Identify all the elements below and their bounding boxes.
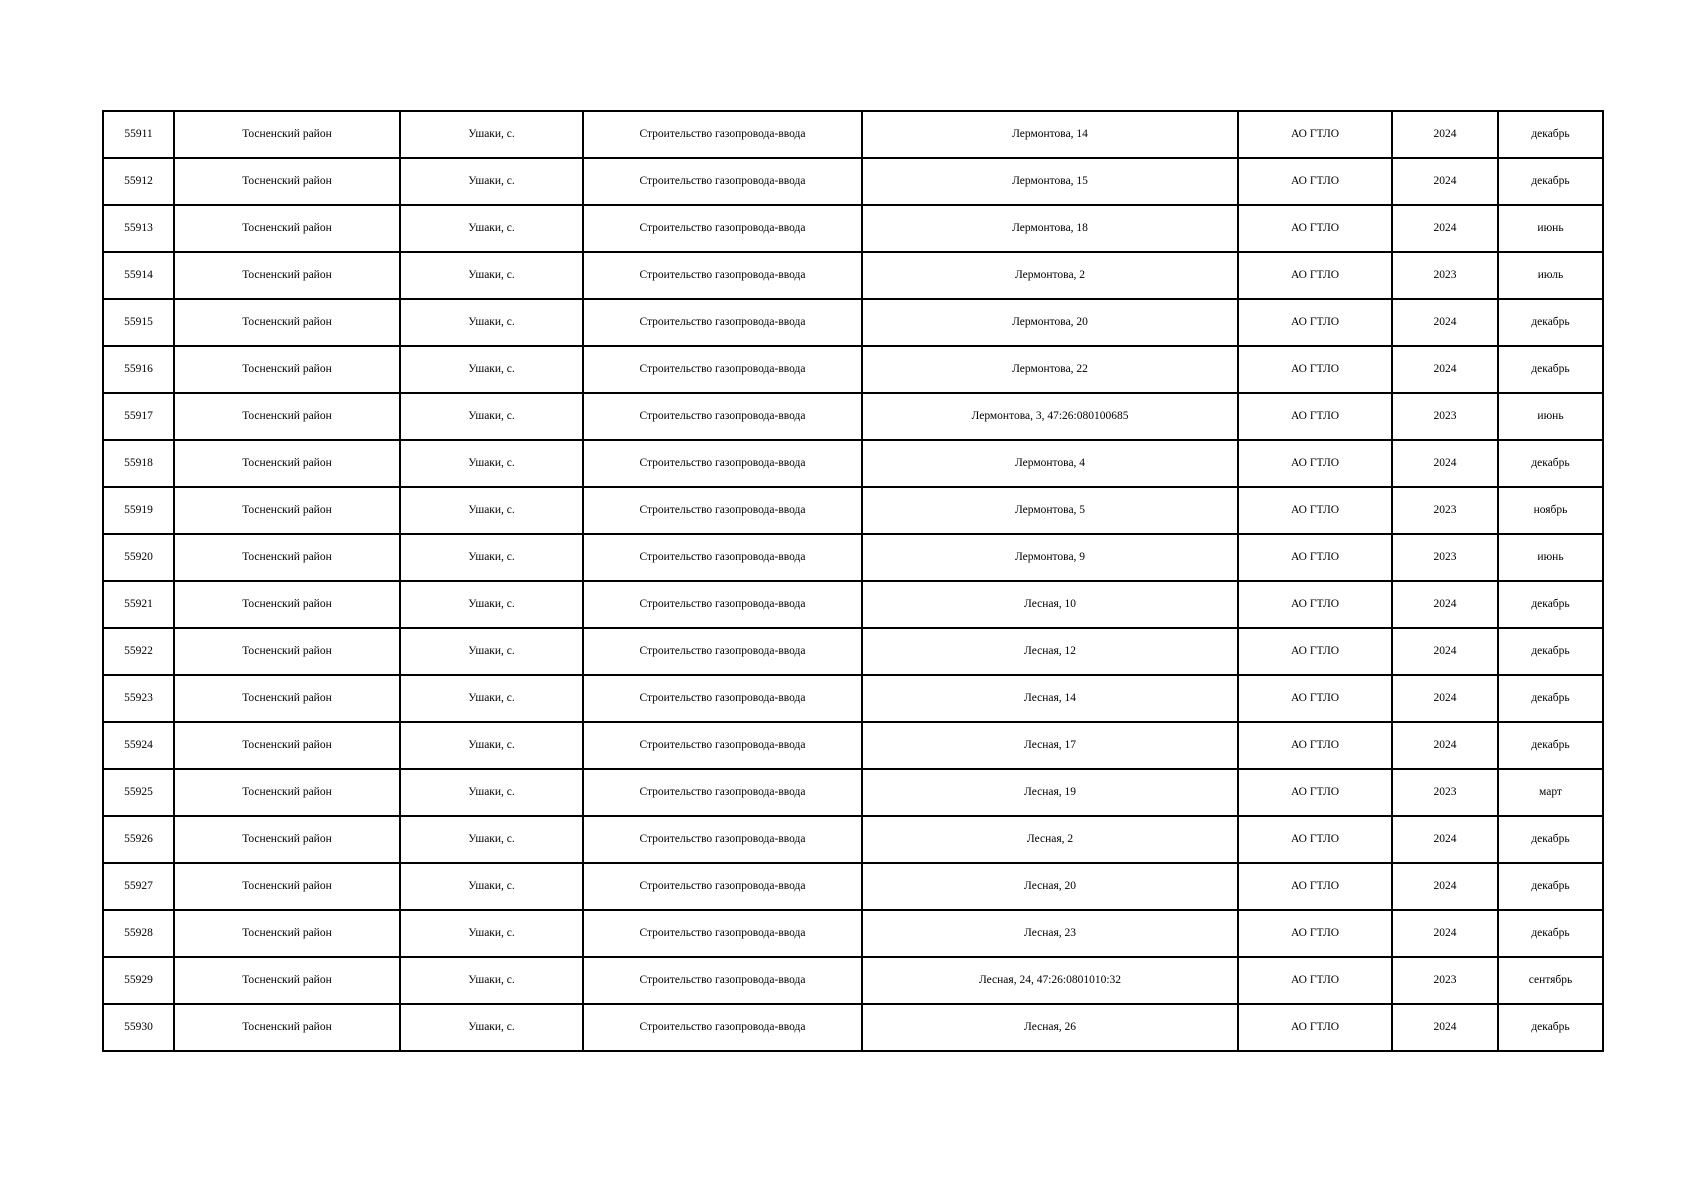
cell-year: 2024 bbox=[1392, 299, 1498, 346]
cell-org: АО ГТЛО bbox=[1238, 299, 1392, 346]
cell-address: Лермонтова, 5 bbox=[862, 487, 1238, 534]
cell-month: декабрь bbox=[1498, 346, 1603, 393]
cell-org: АО ГТЛО bbox=[1238, 863, 1392, 910]
cell-year: 2024 bbox=[1392, 158, 1498, 205]
cell-locality: Ушаки, с. bbox=[400, 863, 583, 910]
cell-address: Лермонтова, 4 bbox=[862, 440, 1238, 487]
cell-work: Строительство газопровода-ввода bbox=[583, 863, 862, 910]
cell-work: Строительство газопровода-ввода bbox=[583, 769, 862, 816]
cell-month: декабрь bbox=[1498, 863, 1603, 910]
cell-address: Лесная, 19 bbox=[862, 769, 1238, 816]
cell-id: 55924 bbox=[103, 722, 174, 769]
cell-work: Строительство газопровода-ввода bbox=[583, 111, 862, 158]
cell-org: АО ГТЛО bbox=[1238, 158, 1392, 205]
cell-org: АО ГТЛО bbox=[1238, 205, 1392, 252]
cell-org: АО ГТЛО bbox=[1238, 957, 1392, 1004]
cell-district: Тосненский район bbox=[174, 628, 400, 675]
cell-year: 2024 bbox=[1392, 910, 1498, 957]
cell-locality: Ушаки, с. bbox=[400, 581, 583, 628]
cell-year: 2023 bbox=[1392, 252, 1498, 299]
cell-district: Тосненский район bbox=[174, 769, 400, 816]
cell-id: 55930 bbox=[103, 1004, 174, 1051]
cell-month: декабрь bbox=[1498, 722, 1603, 769]
cell-year: 2023 bbox=[1392, 534, 1498, 581]
cell-address: Лесная, 24, 47:26:0801010:32 bbox=[862, 957, 1238, 1004]
table-row bbox=[103, 722, 1603, 769]
cell-id: 55922 bbox=[103, 628, 174, 675]
cell-org: АО ГТЛО bbox=[1238, 816, 1392, 863]
cell-address: Лесная, 14 bbox=[862, 675, 1238, 722]
table-row bbox=[103, 487, 1603, 534]
cell-locality: Ушаки, с. bbox=[400, 299, 583, 346]
cell-district: Тосненский район bbox=[174, 675, 400, 722]
cell-address: Лесная, 17 bbox=[862, 722, 1238, 769]
cell-year: 2024 bbox=[1392, 346, 1498, 393]
cell-work: Строительство газопровода-ввода bbox=[583, 675, 862, 722]
cell-district: Тосненский район bbox=[174, 111, 400, 158]
cell-month: июнь bbox=[1498, 534, 1603, 581]
cell-org: АО ГТЛО bbox=[1238, 1004, 1392, 1051]
cell-org: АО ГТЛО bbox=[1238, 534, 1392, 581]
cell-id: 55927 bbox=[103, 863, 174, 910]
cell-address: Лермонтова, 20 bbox=[862, 299, 1238, 346]
cell-district: Тосненский район bbox=[174, 722, 400, 769]
cell-address: Лермонтова, 3, 47:26:080100685 bbox=[862, 393, 1238, 440]
cell-year: 2024 bbox=[1392, 440, 1498, 487]
cell-address: Лесная, 10 bbox=[862, 581, 1238, 628]
cell-locality: Ушаки, с. bbox=[400, 675, 583, 722]
cell-month: июль bbox=[1498, 252, 1603, 299]
cell-district: Тосненский район bbox=[174, 393, 400, 440]
cell-work: Строительство газопровода-ввода bbox=[583, 252, 862, 299]
cell-work: Строительство газопровода-ввода bbox=[583, 628, 862, 675]
gas-connection-table bbox=[102, 110, 1604, 1052]
cell-work: Строительство газопровода-ввода bbox=[583, 440, 862, 487]
cell-month: декабрь bbox=[1498, 111, 1603, 158]
table-body bbox=[103, 111, 1603, 1051]
cell-district: Тосненский район bbox=[174, 816, 400, 863]
cell-work: Строительство газопровода-ввода bbox=[583, 487, 862, 534]
table-row bbox=[103, 769, 1603, 816]
cell-locality: Ушаки, с. bbox=[400, 487, 583, 534]
cell-month: декабрь bbox=[1498, 158, 1603, 205]
cell-locality: Ушаки, с. bbox=[400, 158, 583, 205]
cell-year: 2024 bbox=[1392, 581, 1498, 628]
cell-locality: Ушаки, с. bbox=[400, 393, 583, 440]
table-row bbox=[103, 252, 1603, 299]
cell-district: Тосненский район bbox=[174, 581, 400, 628]
cell-year: 2024 bbox=[1392, 722, 1498, 769]
cell-org: АО ГТЛО bbox=[1238, 111, 1392, 158]
cell-month: июнь bbox=[1498, 393, 1603, 440]
cell-work: Строительство газопровода-ввода bbox=[583, 205, 862, 252]
cell-month: декабрь bbox=[1498, 440, 1603, 487]
cell-org: АО ГТЛО bbox=[1238, 581, 1392, 628]
cell-id: 55918 bbox=[103, 440, 174, 487]
cell-work: Строительство газопровода-ввода bbox=[583, 910, 862, 957]
cell-work: Строительство газопровода-ввода bbox=[583, 158, 862, 205]
cell-work: Строительство газопровода-ввода bbox=[583, 581, 862, 628]
table-row bbox=[103, 816, 1603, 863]
cell-locality: Ушаки, с. bbox=[400, 111, 583, 158]
cell-address: Лесная, 12 bbox=[862, 628, 1238, 675]
cell-locality: Ушаки, с. bbox=[400, 440, 583, 487]
cell-locality: Ушаки, с. bbox=[400, 346, 583, 393]
cell-locality: Ушаки, с. bbox=[400, 534, 583, 581]
table-row bbox=[103, 393, 1603, 440]
cell-year: 2024 bbox=[1392, 816, 1498, 863]
cell-month: декабрь bbox=[1498, 628, 1603, 675]
table-row bbox=[103, 299, 1603, 346]
cell-id: 55929 bbox=[103, 957, 174, 1004]
cell-id: 55911 bbox=[103, 111, 174, 158]
cell-org: АО ГТЛО bbox=[1238, 252, 1392, 299]
cell-month: декабрь bbox=[1498, 816, 1603, 863]
cell-address: Лесная, 2 bbox=[862, 816, 1238, 863]
cell-district: Тосненский район bbox=[174, 910, 400, 957]
cell-org: АО ГТЛО bbox=[1238, 440, 1392, 487]
cell-id: 55917 bbox=[103, 393, 174, 440]
cell-locality: Ушаки, с. bbox=[400, 628, 583, 675]
cell-id: 55921 bbox=[103, 581, 174, 628]
cell-address: Лесная, 23 bbox=[862, 910, 1238, 957]
cell-month: декабрь bbox=[1498, 581, 1603, 628]
cell-district: Тосненский район bbox=[174, 440, 400, 487]
cell-year: 2024 bbox=[1392, 628, 1498, 675]
cell-work: Строительство газопровода-ввода bbox=[583, 722, 862, 769]
cell-id: 55925 bbox=[103, 769, 174, 816]
cell-month: июнь bbox=[1498, 205, 1603, 252]
table-row bbox=[103, 910, 1603, 957]
cell-year: 2024 bbox=[1392, 111, 1498, 158]
cell-address: Лермонтова, 15 bbox=[862, 158, 1238, 205]
cell-address: Лесная, 26 bbox=[862, 1004, 1238, 1051]
cell-district: Тосненский район bbox=[174, 299, 400, 346]
cell-org: АО ГТЛО bbox=[1238, 393, 1392, 440]
cell-org: АО ГТЛО bbox=[1238, 722, 1392, 769]
cell-year: 2023 bbox=[1392, 393, 1498, 440]
cell-id: 55923 bbox=[103, 675, 174, 722]
cell-month: декабрь bbox=[1498, 675, 1603, 722]
cell-address: Лермонтова, 22 bbox=[862, 346, 1238, 393]
cell-work: Строительство газопровода-ввода bbox=[583, 534, 862, 581]
table-row bbox=[103, 205, 1603, 252]
cell-work: Строительство газопровода-ввода bbox=[583, 299, 862, 346]
cell-work: Строительство газопровода-ввода bbox=[583, 1004, 862, 1051]
table-row bbox=[103, 346, 1603, 393]
cell-work: Строительство газопровода-ввода bbox=[583, 816, 862, 863]
cell-month: декабрь bbox=[1498, 910, 1603, 957]
table-row bbox=[103, 1004, 1603, 1051]
cell-month: декабрь bbox=[1498, 299, 1603, 346]
cell-id: 55928 bbox=[103, 910, 174, 957]
cell-month: декабрь bbox=[1498, 1004, 1603, 1051]
table-row bbox=[103, 863, 1603, 910]
cell-work: Строительство газопровода-ввода bbox=[583, 393, 862, 440]
cell-district: Тосненский район bbox=[174, 346, 400, 393]
cell-address: Лермонтова, 18 bbox=[862, 205, 1238, 252]
cell-locality: Ушаки, с. bbox=[400, 957, 583, 1004]
cell-year: 2023 bbox=[1392, 957, 1498, 1004]
cell-year: 2023 bbox=[1392, 487, 1498, 534]
table-row bbox=[103, 581, 1603, 628]
cell-month: ноябрь bbox=[1498, 487, 1603, 534]
cell-id: 55913 bbox=[103, 205, 174, 252]
cell-locality: Ушаки, с. bbox=[400, 769, 583, 816]
cell-address: Лермонтова, 9 bbox=[862, 534, 1238, 581]
cell-district: Тосненский район bbox=[174, 957, 400, 1004]
cell-year: 2023 bbox=[1392, 769, 1498, 816]
cell-address: Лермонтова, 14 bbox=[862, 111, 1238, 158]
cell-org: АО ГТЛО bbox=[1238, 346, 1392, 393]
cell-id: 55914 bbox=[103, 252, 174, 299]
cell-district: Тосненский район bbox=[174, 158, 400, 205]
table-row bbox=[103, 111, 1603, 158]
cell-address: Лесная, 20 bbox=[862, 863, 1238, 910]
cell-work: Строительство газопровода-ввода bbox=[583, 346, 862, 393]
table-row bbox=[103, 440, 1603, 487]
cell-year: 2024 bbox=[1392, 675, 1498, 722]
cell-month: март bbox=[1498, 769, 1603, 816]
cell-district: Тосненский район bbox=[174, 487, 400, 534]
cell-month: сентябрь bbox=[1498, 957, 1603, 1004]
cell-id: 55920 bbox=[103, 534, 174, 581]
cell-locality: Ушаки, с. bbox=[400, 722, 583, 769]
table-row bbox=[103, 628, 1603, 675]
cell-district: Тосненский район bbox=[174, 863, 400, 910]
table-row bbox=[103, 675, 1603, 722]
cell-locality: Ушаки, с. bbox=[400, 816, 583, 863]
cell-locality: Ушаки, с. bbox=[400, 1004, 583, 1051]
cell-id: 55926 bbox=[103, 816, 174, 863]
cell-district: Тосненский район bbox=[174, 534, 400, 581]
cell-district: Тосненский район bbox=[174, 252, 400, 299]
cell-org: АО ГТЛО bbox=[1238, 675, 1392, 722]
table-row bbox=[103, 957, 1603, 1004]
cell-id: 55919 bbox=[103, 487, 174, 534]
cell-org: АО ГТЛО bbox=[1238, 487, 1392, 534]
cell-locality: Ушаки, с. bbox=[400, 205, 583, 252]
cell-id: 55915 bbox=[103, 299, 174, 346]
cell-locality: Ушаки, с. bbox=[400, 252, 583, 299]
cell-id: 55916 bbox=[103, 346, 174, 393]
cell-org: АО ГТЛО bbox=[1238, 910, 1392, 957]
cell-year: 2024 bbox=[1392, 1004, 1498, 1051]
table-row bbox=[103, 158, 1603, 205]
cell-year: 2024 bbox=[1392, 205, 1498, 252]
cell-org: АО ГТЛО bbox=[1238, 628, 1392, 675]
cell-org: АО ГТЛО bbox=[1238, 769, 1392, 816]
table-row bbox=[103, 534, 1603, 581]
cell-work: Строительство газопровода-ввода bbox=[583, 957, 862, 1004]
cell-locality: Ушаки, с. bbox=[400, 910, 583, 957]
cell-id: 55912 bbox=[103, 158, 174, 205]
cell-year: 2024 bbox=[1392, 863, 1498, 910]
cell-district: Тосненский район bbox=[174, 1004, 400, 1051]
cell-district: Тосненский район bbox=[174, 205, 400, 252]
cell-address: Лермонтова, 2 bbox=[862, 252, 1238, 299]
